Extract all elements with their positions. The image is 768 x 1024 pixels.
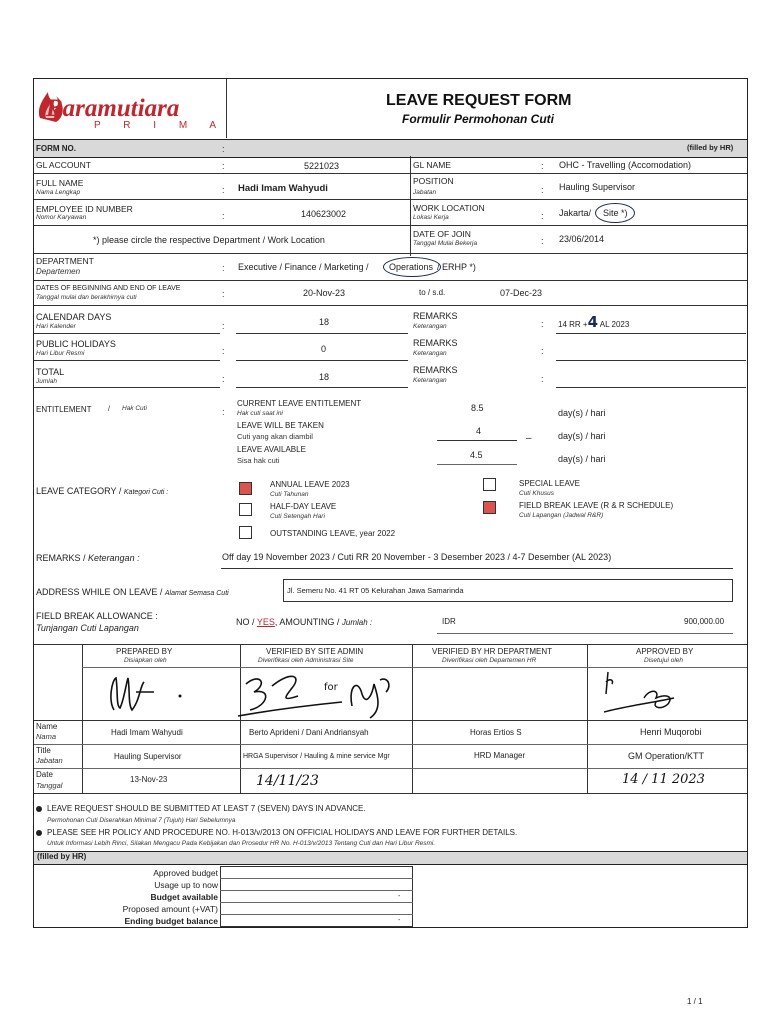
address-value: Jl. Semeru No. 41 RT 05 Kelurahan Jawa Samarinda: [287, 586, 464, 595]
current-entitlement-value: 8.5: [471, 403, 484, 413]
note-policy: PLEASE SEE HR POLICY AND PROCEDURE NO. H-013/v/2013 ON OFFICIAL HOLIDAYS AND LEAVE FOR FURTHER DETAILS.: [47, 828, 518, 837]
site-circle-mark: [595, 203, 635, 223]
full-name-value: Hadi Imam Wahyudi: [238, 183, 328, 194]
outstanding-leave-checkbox[interactable]: [239, 526, 252, 539]
allowance-yes: YES: [256, 617, 275, 627]
work-location-jakarta: Jakarta/: [559, 208, 592, 218]
halfday-leave-checkbox[interactable]: [239, 503, 252, 516]
signature-prepared: [100, 670, 220, 720]
employee-id-value: 140623002: [301, 209, 347, 219]
remarks-rr-value: 14 RR +4 AL 2023: [558, 313, 630, 331]
public-holidays-value: 0: [321, 344, 327, 354]
site-admin-date: 14/11/23: [256, 773, 319, 789]
signature-site-admin: [232, 666, 412, 726]
note-advance: LEAVE REQUEST SHOULD BE SUBMITTED AT LEAST 7 (SEVEN) DAYS IN ADVANCE.: [47, 804, 366, 813]
allowance-amount: 900,000.00: [684, 617, 725, 626]
department-operations: Operations: [389, 262, 434, 272]
gl-name-value: OHC - Travelling (Accomodation): [559, 160, 692, 170]
special-leave-checkbox[interactable]: [483, 478, 496, 491]
site-admin-name: Berto Aprideni / Dani Andriansyah: [249, 728, 369, 737]
prepared-by-name: Hadi Imam Wahyudi: [111, 728, 183, 737]
company-name: Baramutiara: [46, 95, 180, 122]
date-of-join-value: 23/06/2014: [559, 234, 605, 244]
svg-text:for: for: [324, 682, 338, 693]
leave-end-date: 07-Dec-23: [500, 288, 543, 298]
hr-name: Horas Ertios S: [470, 728, 522, 737]
form-no-label: FORM NO.: [36, 144, 76, 153]
remarks-value: Off day 19 November 2023 / Cuti RR 20 November - 3 Desember 2023 / 4-7 Desember (AL 2023): [222, 552, 612, 562]
leave-taken-value: 4: [476, 426, 482, 436]
prepared-date: 13-Nov-23: [130, 775, 168, 784]
form-subtitle: Formulir Permohonan Cuti: [402, 112, 555, 126]
hr-section-header: [34, 851, 747, 865]
approver-name: Henri Muqorobi: [640, 727, 702, 737]
field-break-leave-checkbox[interactable]: [483, 501, 496, 514]
company-logo: [36, 88, 236, 134]
form-title: LEAVE REQUEST FORM: [386, 92, 572, 109]
hr-budget-box: [220, 866, 413, 927]
total-days-value: 18: [319, 372, 330, 382]
signature-approved: [596, 668, 716, 718]
leave-available-value: 4.5: [470, 450, 483, 460]
work-location-site: Site *): [603, 208, 628, 218]
department-options: Executive / Finance / Marketing /: [238, 262, 369, 272]
form-no-row: [34, 139, 747, 158]
operations-circle-mark: [383, 257, 441, 277]
leave-start-date: 20-Nov-23: [303, 288, 346, 298]
filled-by-hr-note: (filled by HR): [687, 143, 734, 152]
gl-account-value: 5221023: [304, 161, 340, 171]
position-value: Hauling Supervisor: [559, 182, 636, 192]
page-number: 1 / 1: [687, 997, 703, 1006]
annual-leave-checkbox[interactable]: [239, 482, 252, 495]
approved-date: 14 / 11 2023: [622, 772, 705, 787]
circle-note: *) please circle the respective Department / Work Location: [93, 235, 325, 245]
calendar-days-value: 18: [319, 317, 330, 327]
company-sub: P R I M A: [94, 120, 227, 131]
